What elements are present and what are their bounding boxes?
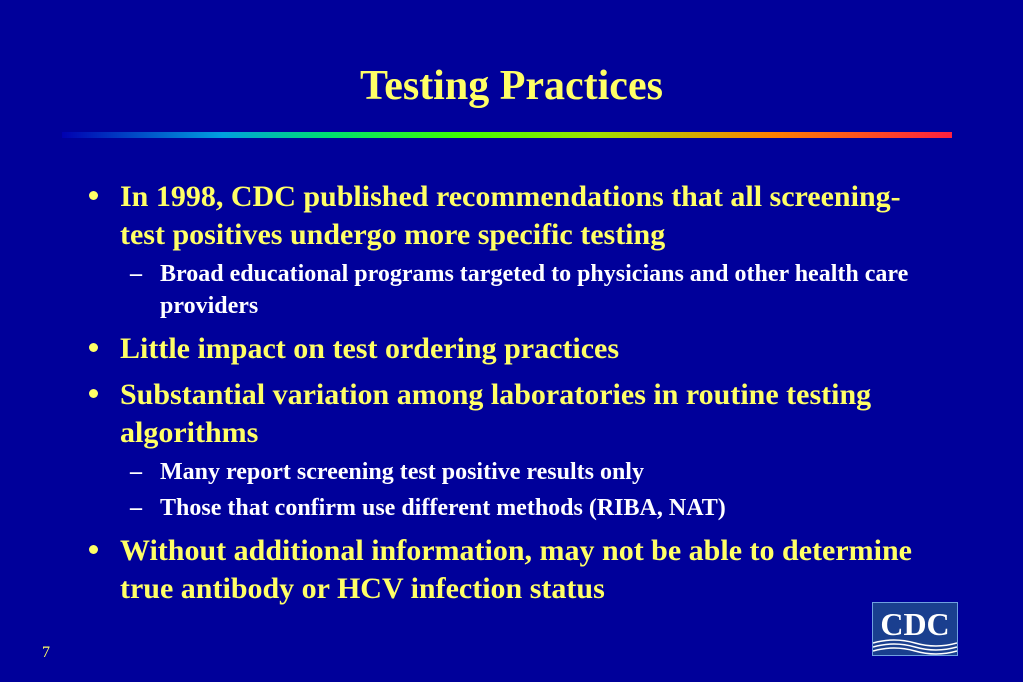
sub-bullet-text: Those that confirm use different methods (RIBA, NAT) [160,495,726,521]
dash-icon: – [130,261,142,287]
bullet-dot-icon [89,545,98,554]
sub-bullet-text: Broad educational programs targeted to physicians and other health care providers [160,261,909,319]
bullet-dot-icon [89,343,98,352]
sub-bullet-item [85,492,945,524]
bullet-text: In 1998, CDC published recommendations that all screening-test positives undergo more specific testing [120,180,901,251]
bullet-text: Without additional information, may not be able to determine true antibody or HCV infection status [120,534,912,605]
page-number: 7 [42,644,50,661]
bullet-dot-icon [89,389,98,398]
title-divider-gradient [62,132,952,138]
dash-icon: – [130,495,142,521]
slide-title: Testing Practices [360,63,663,109]
bullet-item [85,178,945,254]
bullet-item [85,532,945,608]
bullet-item [85,376,945,452]
bullet-dot-icon [89,191,98,200]
sub-bullet-item [85,258,945,322]
bullet-text: Substantial variation among laboratories in routine testing algorithms [120,378,872,449]
sub-bullet-item [85,456,945,488]
logo-text: CDC [880,606,950,642]
bullet-text: Little impact on test ordering practices [120,332,620,365]
sub-bullet-text: Many report screening test positive results only [160,459,644,485]
bullet-list [85,178,945,608]
dash-icon: – [130,459,142,485]
cdc-logo [872,602,958,656]
bullet-item [85,330,945,368]
